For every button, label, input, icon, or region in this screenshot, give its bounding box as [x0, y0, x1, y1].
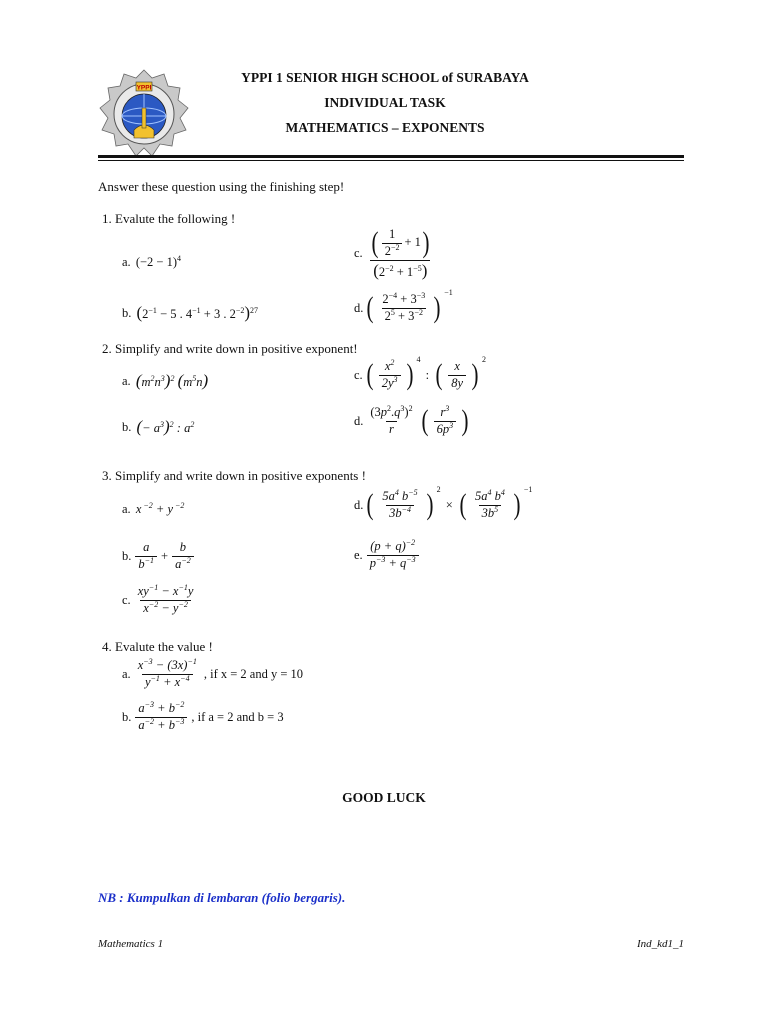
- q2a: a. $(m^2n^3)^2$ $(m^5n)$: [122, 371, 209, 390]
- q3a: a. x $^{-2}$ + y $^{-2}$: [122, 500, 185, 516]
- q1b: b. ($2^{-1} - 5$ . $4^{-1} + 3$ . $2^{-2})^{27}$: [122, 303, 259, 322]
- q4a-condition: , if x = 2 and y = 10: [203, 666, 304, 681]
- q2d: d. $\frac{(3p^2.q^3)^2}{r}$ ( $\frac{r^3}{6p^3}$ ): [354, 403, 469, 438]
- section-2-title: 2. Simplify and write down in positive exponent!: [102, 341, 358, 356]
- q3b: b. $\frac{a}{b^{-1}}$ + $\frac{b}{a^{-2}}$: [122, 541, 196, 572]
- school-name: YPPI 1 SENIOR HIGH SCHOOL of SURABAYA: [241, 70, 529, 85]
- q1a: a. $(-2 - 1)^4$: [122, 253, 181, 269]
- q1d: d. ( $\frac{2^{-4} + 3^{-3}}{2^5 + 3^{-2}}$ ) −1: [354, 288, 453, 325]
- task-title: INDIVIDUAL TASK: [324, 95, 446, 110]
- q4b-condition: , if a = 2 and b = 3: [191, 709, 284, 724]
- q2b: b. (− $a^3)^2$ : $a^2$: [122, 417, 195, 436]
- subject-title: MATHEMATICS – EXPONENTS: [285, 120, 485, 135]
- footer-left: Mathematics 1: [98, 938, 164, 950]
- section-1-title: 1. Evalute the following !: [102, 211, 236, 226]
- q3c: c. $\frac{xy^{-1} - x^{-1}y}{x^{-2} - y^{-2}}$: [122, 582, 194, 615]
- note-text: NB : Kumpulkan di lembaran (folio bergaris).: [98, 890, 346, 905]
- header-divider: [98, 155, 684, 158]
- q3e: e. $\frac{(p + q)^{-2}}{p^{-3} + q^{-3}}$: [354, 540, 421, 571]
- q1c: c. ( $\frac{1}{2^{-2}}$ + 1 ) $(2^{-2} + 1^{-5})$: [354, 226, 430, 280]
- q4b: b. $\frac{a^{-3} + b^{-2}}{a^{-2} + b^{-3}}$ , if a = 2 and b = 3: [122, 699, 284, 732]
- closing-text: GOOD LUCK: [342, 790, 426, 805]
- q2c: c. ( $\frac{x^2}{2y^3}$ ) 4 : ( $\frac{x}{8y}$ ) 2: [354, 355, 487, 392]
- section-4-title: 4. Evalute the value !: [102, 639, 213, 654]
- school-logo: [98, 68, 190, 160]
- q3d: d. ( $\frac{5a^4 b^{-5}}{3b^{-4}}$ ) 2 × ( $\frac{5a^4 b^4}{3b^5}$ ) −1: [354, 485, 533, 522]
- instruction: Answer these question using the finishing step!: [98, 179, 345, 194]
- q4a: a. $\frac{x^{-3} - (3x)^{-1}}{y^{-1} + x^{-4}}$ , if x = 2 and y = 10: [122, 656, 304, 689]
- logo-lettering: YPPI: [136, 84, 152, 92]
- header-divider-thin: [98, 160, 684, 161]
- section-3-title: 3. Simplify and write down in positive exponents !: [102, 468, 366, 483]
- footer-right: Ind_kd1_1: [636, 938, 684, 950]
